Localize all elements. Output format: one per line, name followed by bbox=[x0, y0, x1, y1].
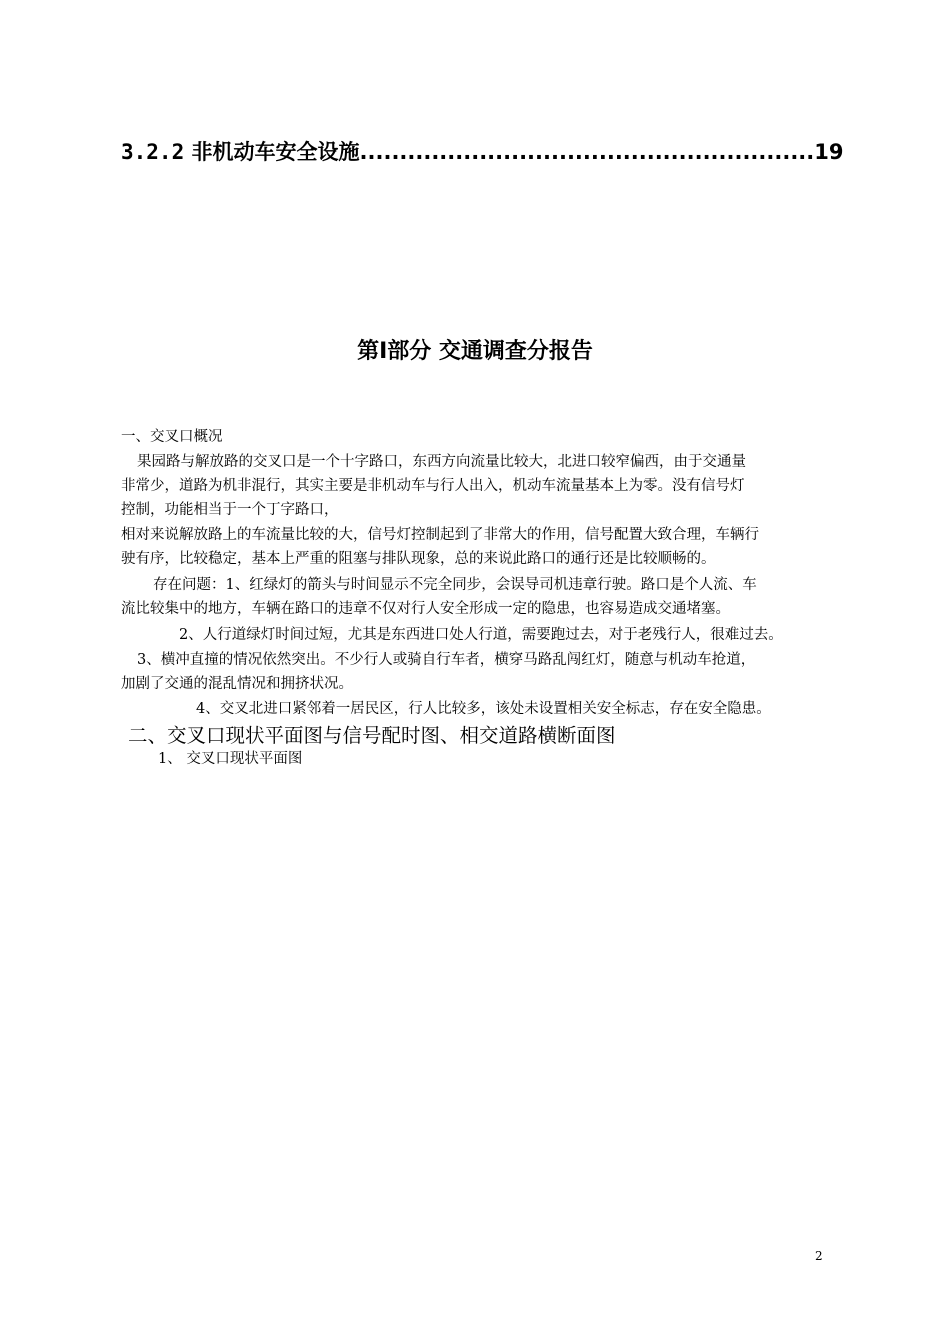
toc-entry-number: 3.2.2 bbox=[121, 140, 185, 164]
toc-entry[interactable] bbox=[121, 136, 844, 166]
toc-entry-title: 非机动车安全设施 bbox=[184, 140, 360, 164]
toc-entry-page: 19 bbox=[814, 140, 844, 164]
subsection-heading: 1、 交叉口现状平面图 bbox=[158, 751, 303, 767]
issue-line: 3、横冲直撞的情况依然突出。不少行人或骑自行车者，横穿马路乱闯红灯，随意与机动车抢道， bbox=[137, 652, 756, 668]
issue-line: 流比较集中的地方，车辆在路口的违章不仅对行人安全形成一定的隐患，也容易造成交通堵塞。 bbox=[121, 601, 730, 617]
part-title: 第Ⅰ部分 交通调查分报告 bbox=[357, 339, 593, 364]
page-number: 2 bbox=[815, 1249, 823, 1263]
issue-line: 加剧了交通的混乱情况和拥挤状况。 bbox=[121, 676, 353, 692]
paragraph-line: 控制，功能相当于一个丁字路口， bbox=[121, 502, 339, 518]
issue-line: 存在问题：1、红绿灯的箭头与时间显示不完全同步，会误导司机违章行驶。路口是个人流、车 bbox=[153, 577, 757, 593]
section1-heading: 一、交叉口概况 bbox=[121, 429, 223, 445]
issue-line: 4、交叉北进口紧邻着一居民区，行人比较多，该处未设置相关安全标志，存在安全隐患。 bbox=[196, 701, 771, 717]
toc-entry-leader: ......................................................... bbox=[359, 140, 815, 164]
issue-line: 2、人行道绿灯时间过短，尤其是东西进口处人行道，需要跑过去，对于老残行人，很难过去。 bbox=[179, 627, 783, 643]
paragraph-line: 相对来说解放路上的车流量比较的大，信号灯控制起到了非常大的作用，信号配置大致合理，车辆行 bbox=[121, 527, 759, 543]
paragraph-line: 驶有序，比较稳定，基本上严重的阻塞与排队现象，总的来说此路口的通行还是比较顺畅的。 bbox=[121, 551, 716, 567]
paragraph-line: 果园路与解放路的交叉口是一个十字路口，东西方向流量比较大，北进口较窄偏西，由于交通量 bbox=[137, 454, 746, 470]
section2-heading: 二、交叉口现状平面图与信号配时图、相交道路横断面图 bbox=[128, 724, 616, 747]
paragraph-line: 非常少，道路为机非混行，其实主要是非机动车与行人出入，机动车流量基本上为零。没有信号灯 bbox=[121, 478, 745, 494]
